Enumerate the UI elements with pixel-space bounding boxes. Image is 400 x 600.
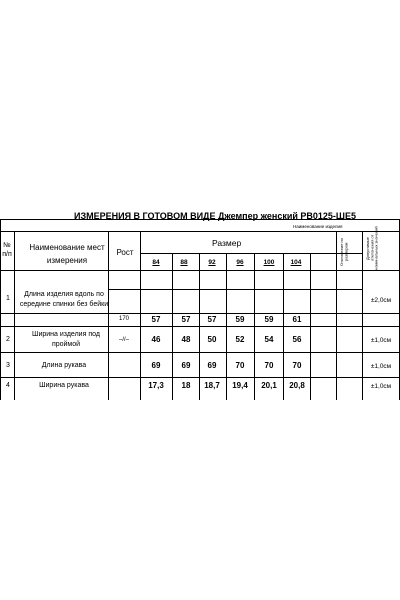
col-size-104-line bbox=[310, 253, 311, 400]
row-3-top-line bbox=[0, 352, 400, 353]
size-88: 88 bbox=[180, 259, 188, 266]
col-extra-line bbox=[336, 231, 337, 400]
col-no-header: № п/п bbox=[2, 242, 12, 258]
row-4-tolerance: ±1,0см bbox=[370, 383, 392, 390]
row-1-top-line bbox=[0, 270, 400, 271]
size-104: 104 bbox=[290, 259, 302, 266]
size-header-line bbox=[140, 253, 362, 254]
col-size-96-line bbox=[254, 253, 255, 400]
row-4-value-96: 19,4 bbox=[232, 381, 248, 390]
col-size-84-line bbox=[172, 253, 173, 400]
row-2-value-84: 46 bbox=[151, 335, 161, 344]
row-4-number: 4 bbox=[6, 382, 10, 389]
row-2-value-92: 50 bbox=[207, 335, 217, 344]
row-2-tolerance: ±1,0см bbox=[370, 337, 392, 344]
product-name-note: Наименование изделия bbox=[293, 224, 343, 229]
col-growth-header: Рост bbox=[116, 248, 134, 257]
size-100: 100 bbox=[263, 259, 275, 266]
row-1-value-84: 57 bbox=[151, 315, 161, 324]
row-3-value-88: 69 bbox=[181, 361, 191, 370]
col-size-header: Размер bbox=[212, 238, 242, 248]
row-2-name: Ширина изделия под проймой bbox=[32, 331, 100, 348]
row-1-value-104: 61 bbox=[292, 315, 302, 324]
row-3-value-84: 69 bbox=[151, 361, 161, 370]
col-size-deviation-header: Отклонение по размерам bbox=[339, 238, 349, 266]
row-1-growth: 170 bbox=[118, 316, 129, 322]
col-tolerance-line bbox=[362, 231, 363, 400]
col-no-line bbox=[14, 231, 15, 400]
row-2-growth: –//– bbox=[118, 337, 129, 343]
row-4-name: Ширина рукава bbox=[39, 382, 89, 389]
row-1-value-96: 59 bbox=[235, 315, 245, 324]
size-84: 84 bbox=[152, 259, 160, 266]
row-2-value-96: 52 bbox=[235, 335, 245, 344]
row-1-inner-line bbox=[108, 289, 362, 290]
row-1-name: Длина изделия вдоль по середине спинки без бейки bbox=[19, 291, 109, 308]
row-1-value-92: 57 bbox=[207, 315, 217, 324]
row-2-number: 2 bbox=[6, 336, 10, 343]
row-4-value-84: 17,3 bbox=[148, 381, 164, 390]
row-2-value-100: 54 bbox=[264, 335, 274, 344]
row-3-tolerance: ±1,0см bbox=[370, 363, 392, 370]
row-3-value-92: 69 bbox=[207, 361, 217, 370]
row-4-value-100: 20,1 bbox=[261, 381, 277, 390]
sheet-title: ИЗМЕРЕНИЯ В ГОТОВОМ ВИДЕ Джемпер женский РВ0125-ШЕ5 bbox=[74, 211, 356, 221]
row-1-value-88: 57 bbox=[181, 315, 191, 324]
row-3-value-96: 70 bbox=[235, 361, 245, 370]
row-1-number: 1 bbox=[6, 295, 10, 302]
row-3-value-100: 70 bbox=[264, 361, 274, 370]
col-name-header: Наименование мест измерения bbox=[29, 243, 105, 265]
row-3-value-104: 70 bbox=[292, 361, 302, 370]
col-size-88-line bbox=[199, 253, 200, 400]
row-2-value-88: 48 bbox=[181, 335, 191, 344]
row-3-number: 3 bbox=[6, 362, 10, 369]
row-1-value-100: 59 bbox=[264, 315, 274, 324]
row-3-name: Длина рукава bbox=[41, 362, 87, 369]
row-4-top-line bbox=[0, 377, 400, 378]
size-92: 92 bbox=[208, 259, 216, 266]
row-1-bottom-line bbox=[0, 313, 400, 314]
col-size-92-line bbox=[226, 253, 227, 400]
table-left-border bbox=[0, 219, 1, 400]
table-header-line bbox=[0, 231, 400, 232]
row-2-value-104: 56 bbox=[292, 335, 302, 344]
row-4-value-92: 18,7 bbox=[204, 381, 220, 390]
row-4-value-88: 18 bbox=[181, 381, 191, 390]
row-4-value-104: 20,8 bbox=[289, 381, 305, 390]
row-1-tolerance: ±2,0см bbox=[370, 297, 392, 304]
row-2-top-line bbox=[0, 326, 400, 327]
col-size-100-line bbox=[283, 253, 284, 400]
size-96: 96 bbox=[236, 259, 244, 266]
col-tolerance-header: Допустимые отклонения от номинальных значений bbox=[365, 226, 379, 270]
